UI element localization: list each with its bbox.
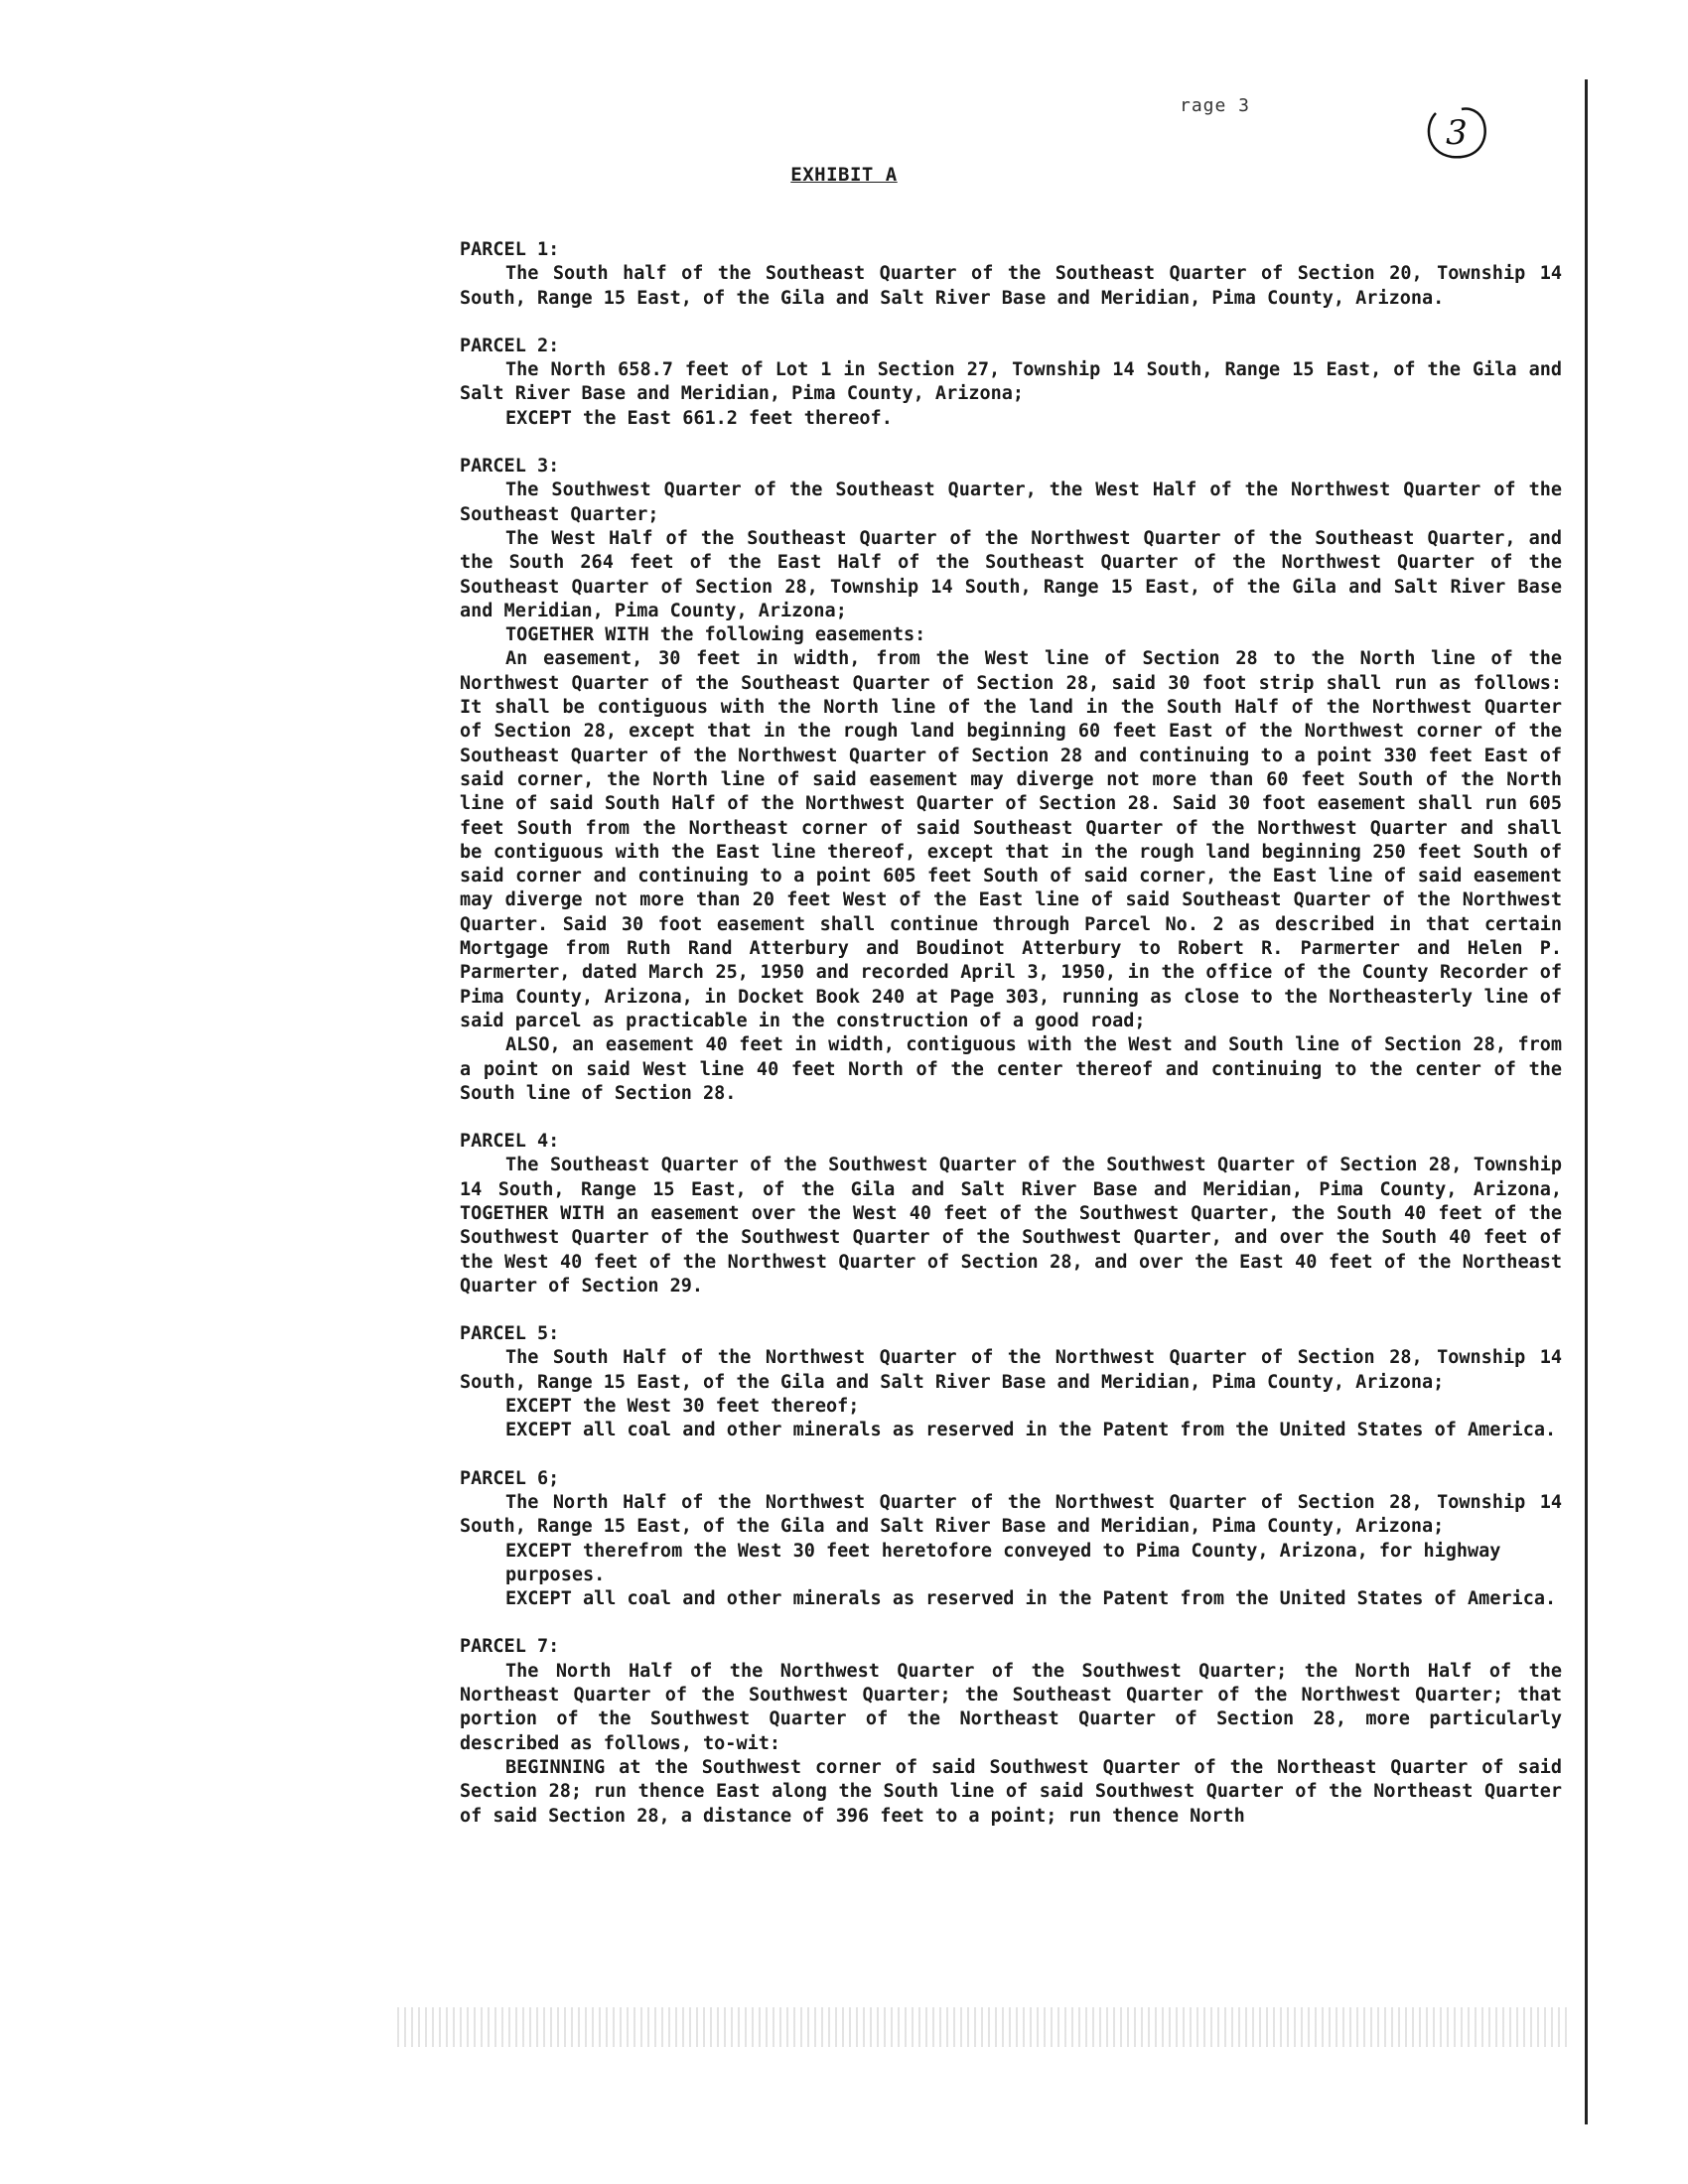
page-label: rage 3 xyxy=(1180,95,1251,116)
parcel-paragraph: The North Half of the Northwest Quarter of the Northwest Quarter of Section 28, Township 14 South, Range 15 East, of the Gila and Salt River Base and Meridian, Pima County, Arizona; xyxy=(460,1491,1562,1538)
parcel-paragraph: The North Half of the Northwest Quarter of the Southwest Quarter; the North Half of the Northeast Quarter of the Southwest Quarter; the Southeast Quarter of the Northwest Quarter; that portion of the Southwest Quarter of the Northeast Quarter of Section 28, more particularly described as follows, to-wit: xyxy=(460,1660,1562,1754)
parcel-heading: PARCEL 3: xyxy=(460,456,560,478)
handwritten-page-number xyxy=(1422,103,1491,163)
parcel-section xyxy=(460,238,1562,311)
scan-noise-strip xyxy=(397,2007,1569,2047)
parcel-paragraph: ALSO, an easement 40 feet in width, contiguous with the West and South line of Section 28, from a point on said West line 40 feet North of the center thereof and continuing to the center of the South line of Section 28. xyxy=(460,1034,1562,1104)
parcel-section xyxy=(460,1467,1562,1612)
parcel-heading: PARCEL 2: xyxy=(460,335,560,356)
parcel-paragraph: An easement, 30 feet in width, from the West line of Section 28 to the North line of the Northwest Quarter of the Southeast Quarter of Section 28, said 30 foot strip shall run as follows: It shall be contiguous with the North line of the land in the South Half of the Northwest Quarter of Section 28, except that in the rough land beginning 60 feet East of the Northwest corner of the Southeast Quarter of the Northwest Quarter of Section 28 and continuing to a point 330 feet East of said corner, the North line of said easement may diverge not more than 60 feet South of the North line of said South Half of the Northwest Quarter of Section 28. Said 30 foot easement shall run 605 feet South from the Northeast corner of said Southeast Quarter of the Northwest Quarter and shall be contiguous with the East line thereof, except that in the rough land beginning 250 feet South of said corner and continuing to a point 605 feet South of said corner, the East line of said easement may diverge not more than 20 feet West of the East line of said Southeast Quarter of the Northwest Quarter. Said 30 foot easement shall continue through Parcel No. 2 as described in that certain Mortgage from Ruth Rand Atterbury and Boudinot Atterbury to Robert R. Parmerter and Helen P. Parmerter, dated March 25, 1950 and recorded April 3, 1950, in the office of the County Recorder of Pima County, Arizona, in Docket Book 240 at Page 303, running as close to the Northeasterly line of said parcel as practicable in the construction of a good road; xyxy=(460,648,1562,1031)
parcel-paragraph: The Southeast Quarter of the Southwest Quarter of the Southwest Quarter of Section 28, Township 14 South, Range 15 East, of the Gila and Salt River Base and Meridian, Pima County, Arizona, TOGETHER WITH an easement over the West 40 feet of the Southwest Quarter, the South 40 feet of the Southwest Quarter of the Southwest Quarter of the Southwest Quarter, and over the South 40 feet of the West 40 feet of the Northwest Quarter of Section 28, and over the East 40 feet of the Northeast Quarter of Section 29. xyxy=(460,1155,1562,1297)
parcel-heading: PARCEL 6; xyxy=(460,1467,560,1489)
parcel-section xyxy=(460,1635,1562,1828)
parcel-paragraph: The Southwest Quarter of the Southeast Quarter, the West Half of the Northwest Quarter of the Southeast Quarter; xyxy=(460,479,1562,525)
parcel-paragraph: The North 658.7 feet of Lot 1 in Section 27, Township 14 South, Range 15 East, of the Gila and Salt River Base and Meridian, Pima County, Arizona; xyxy=(460,359,1562,405)
parcel-section xyxy=(460,1130,1562,1298)
parcel-heading: PARCEL 4: xyxy=(460,1131,560,1153)
parcel-paragraph: The South half of the Southeast Quarter of the Southeast Quarter of Section 20, Township 14 South, Range 15 East, of the Gila and Salt River Base and Meridian, Pima County, Arizona. xyxy=(460,263,1562,309)
parcel-heading: PARCEL 5: xyxy=(460,1323,560,1345)
document-body xyxy=(460,238,1562,1852)
parcel-paragraph: EXCEPT the West 30 feet thereof; xyxy=(505,1396,860,1418)
parcel-paragraph: EXCEPT therefrom the West 30 feet heretofore conveyed to Pima County, Arizona, for highway purposes. xyxy=(505,1540,1501,1585)
parcel-heading: PARCEL 1: xyxy=(460,239,560,260)
parcel-section xyxy=(460,455,1562,1106)
parcel-paragraph: EXCEPT all coal and other minerals as reserved in the Patent from the United States of America. xyxy=(505,1588,1557,1610)
parcel-paragraph: The South Half of the Northwest Quarter of the Northwest Quarter of Section 28, Township 14 South, Range 15 East, of the Gila and Salt River Base and Meridian, Pima County, Arizona; xyxy=(460,1347,1562,1393)
parcel-paragraph: BEGINNING at the Southwest corner of said Southwest Quarter of the Northeast Quarter of said Section 28; run thence East along the South line of said Southwest Quarter of the Northeast Quarter of said Section 28, a distance of 396 feet to a point; run thence North xyxy=(460,1756,1562,1827)
parcel-paragraph: TOGETHER WITH the following easements: xyxy=(505,624,926,646)
parcel-section xyxy=(460,1322,1562,1442)
parcel-section xyxy=(460,335,1562,431)
parcel-paragraph: EXCEPT all coal and other minerals as reserved in the Patent from the United States of America. xyxy=(505,1420,1557,1441)
page-edge-rule xyxy=(1585,79,1588,2124)
page-number-text: 3 xyxy=(1446,113,1468,153)
parcel-heading: PARCEL 7: xyxy=(460,1636,560,1658)
parcel-paragraph: The West Half of the Southeast Quarter of the Northwest Quarter of the Southeast Quarter, and the South 264 feet of the East Half of the Southeast Quarter of the Northwest Quarter of the Southeast Quarter of Section 28, Township 14 South, Range 15 East, of the Gila and Salt River Base and Meridian, Pima County, Arizona; xyxy=(460,527,1562,621)
exhibit-title: EXHIBIT A xyxy=(790,164,898,186)
parcel-paragraph: EXCEPT the East 661.2 feet thereof. xyxy=(505,407,893,429)
